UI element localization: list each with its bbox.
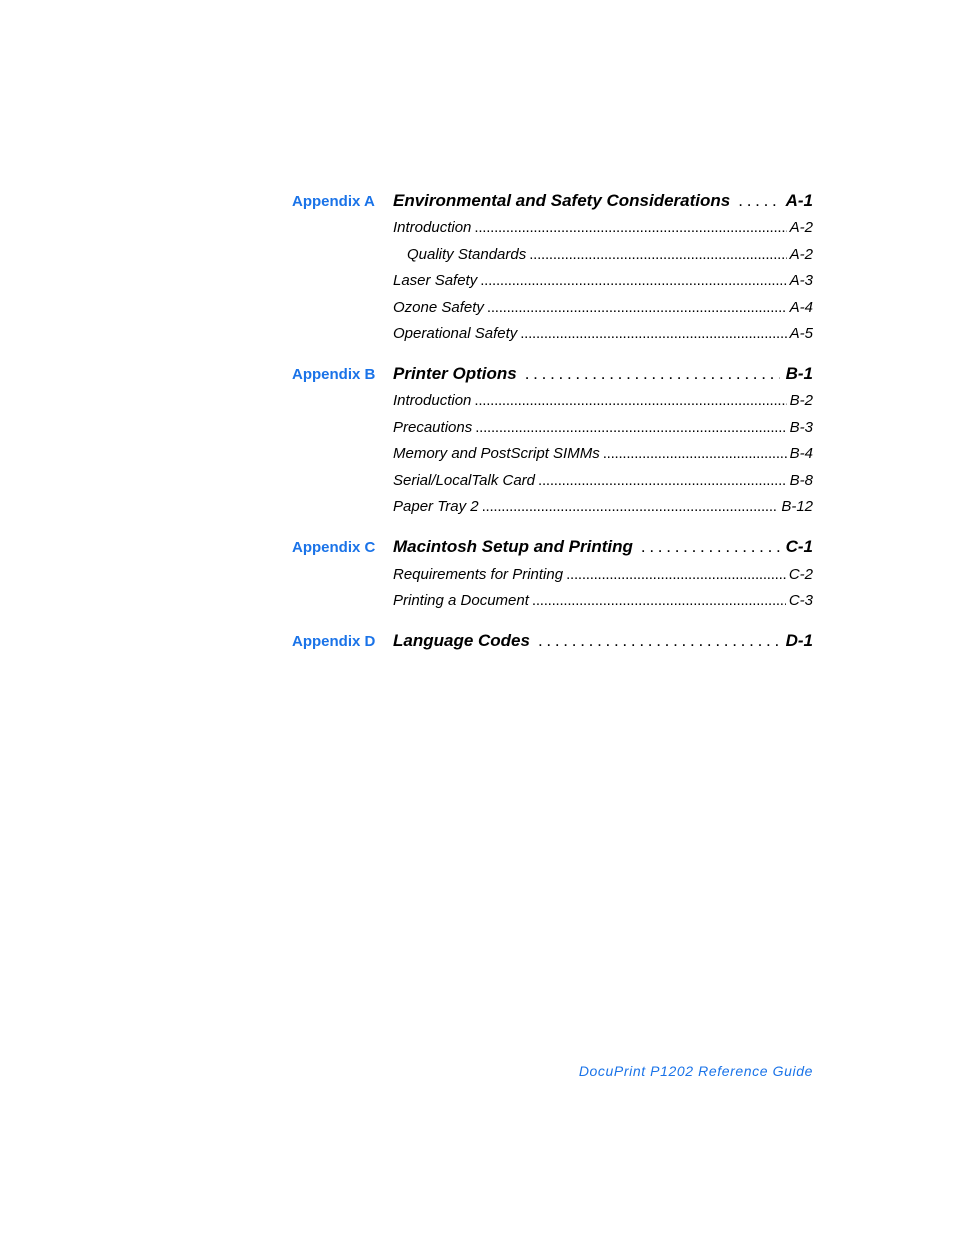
toc-entry-title: Operational Safety <box>393 325 518 342</box>
dot-leader <box>529 246 786 263</box>
toc-entry[interactable] <box>393 592 813 609</box>
toc-entry-page: B-2 <box>789 392 813 409</box>
appendix-d-label: Appendix D <box>292 633 376 650</box>
toc-entry-page: B-12 <box>781 498 813 515</box>
appendix-c-heading[interactable] <box>393 537 813 557</box>
dot-leader <box>482 498 779 515</box>
toc-entry-page: A-5 <box>789 325 813 342</box>
dot-leader <box>487 299 787 316</box>
dot-leader <box>532 592 786 609</box>
dot-leader <box>474 392 786 409</box>
toc-entry[interactable] <box>393 325 813 342</box>
toc-entry[interactable] <box>393 219 813 236</box>
dot-leader <box>738 191 779 211</box>
toc-entry-title: Serial/LocalTalk Card <box>393 472 536 489</box>
toc-entry-page: B-8 <box>789 472 813 489</box>
toc-entry-title: Printing a Document <box>393 592 529 609</box>
toc-entry-title: Introduction <box>393 392 472 409</box>
dot-leader <box>525 364 780 384</box>
dot-leader <box>520 325 786 342</box>
toc-entry[interactable] <box>393 272 813 289</box>
toc-entry[interactable] <box>393 498 813 515</box>
appendix-b-page: B-1 <box>785 364 813 383</box>
toc-entry-title: Precautions <box>393 419 473 436</box>
appendix-c-page: C-1 <box>785 537 813 556</box>
appendix-b-heading[interactable] <box>393 364 813 384</box>
dot-leader <box>538 472 787 489</box>
appendix-c-label: Appendix C <box>292 539 376 556</box>
toc-entry-title: Paper Tray 2 <box>393 498 479 515</box>
toc-entry-page: C-3 <box>788 592 813 609</box>
toc-entry[interactable] <box>407 246 813 263</box>
toc-entry[interactable] <box>393 472 813 489</box>
toc-entry-page: A-2 <box>789 246 813 263</box>
toc-entry[interactable] <box>393 299 813 316</box>
toc-entry-page: B-3 <box>789 419 813 436</box>
toc-entry-page: A-3 <box>789 272 813 289</box>
dot-leader <box>566 566 786 583</box>
appendix-a-title: Environmental and Safety Considerations <box>393 191 731 210</box>
toc-entry[interactable] <box>393 419 813 436</box>
toc-entry[interactable] <box>393 445 813 462</box>
appendix-d-heading[interactable] <box>393 631 813 651</box>
appendix-d-page: D-1 <box>785 631 813 650</box>
toc-entry-page: C-2 <box>788 566 813 583</box>
dot-leader <box>603 445 787 462</box>
appendix-a-label: Appendix A <box>292 193 375 210</box>
appendix-d-title: Language Codes <box>393 631 530 650</box>
toc-entry-page: B-4 <box>789 445 813 462</box>
toc-entry-title: Laser Safety <box>393 272 478 289</box>
dot-leader <box>474 219 786 236</box>
dot-leader <box>641 537 780 557</box>
toc-entry[interactable] <box>393 392 813 409</box>
appendix-b-title: Printer Options <box>393 364 517 383</box>
footer-guide-title: DocuPrint P1202 Reference Guide <box>578 1063 813 1079</box>
dot-leader <box>475 419 786 436</box>
dot-leader <box>480 272 786 289</box>
toc-entry-page: A-4 <box>789 299 813 316</box>
toc-entry-page: A-2 <box>789 219 813 236</box>
appendix-a-page: A-1 <box>785 191 813 210</box>
appendix-a-heading[interactable] <box>393 191 813 211</box>
toc-entry-title: Quality Standards <box>407 246 527 263</box>
toc-entry-title: Introduction <box>393 219 472 236</box>
toc-entry-title: Ozone Safety <box>393 299 484 316</box>
appendix-b-label: Appendix B <box>292 366 376 383</box>
toc-entry-title: Memory and PostScript SIMMs <box>393 445 600 462</box>
toc-entry-title: Requirements for Printing <box>393 566 564 583</box>
appendix-c-title: Macintosh Setup and Printing <box>393 537 633 556</box>
dot-leader <box>538 631 780 651</box>
toc-entry[interactable] <box>393 566 813 583</box>
